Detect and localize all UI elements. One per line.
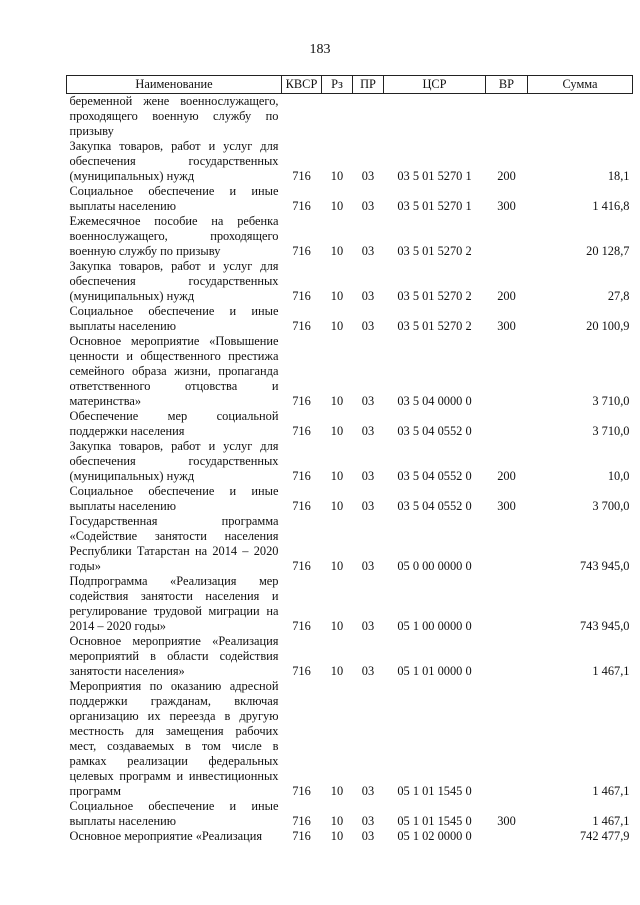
cell-sum: 3 710,0 <box>592 394 630 408</box>
cell-vr <box>486 634 528 679</box>
cell-vr <box>486 409 528 439</box>
cell-pr: 03 <box>361 244 375 258</box>
cell-csr: 03 5 04 0000 0 <box>397 394 472 408</box>
table-row <box>67 574 633 634</box>
cell-rz: 10 <box>330 784 344 798</box>
table-row <box>67 829 633 844</box>
header-rz: Рз <box>322 76 353 94</box>
cell-pr <box>353 94 384 140</box>
cell-kvsr: 716 <box>292 319 311 333</box>
cell-vr: 300 <box>497 319 516 333</box>
cell-pr: 03 <box>361 169 375 183</box>
table-row <box>67 214 633 259</box>
cell-kvsr: 716 <box>292 199 311 213</box>
cell-pr: 03 <box>361 559 375 573</box>
header-pr: ПР <box>353 76 384 94</box>
cell-rz: 10 <box>330 829 344 843</box>
cell-csr: 03 5 01 5270 2 <box>397 244 472 258</box>
cell-name: Закупка товаров, работ и услуг для обеспечения государственных (муниципальных) нужд <box>69 259 279 303</box>
cell-pr: 03 <box>361 829 375 843</box>
cell-csr: 05 1 00 0000 0 <box>397 619 472 633</box>
cell-vr <box>486 94 528 140</box>
cell-pr: 03 <box>361 394 375 408</box>
cell-vr <box>486 514 528 574</box>
table-row <box>67 184 633 214</box>
cell-csr: 05 1 02 0000 0 <box>397 829 472 843</box>
cell-csr: 03 5 01 5270 2 <box>397 289 472 303</box>
cell-name: Основное мероприятие «Реализация мероприятий в области содействия занятости населения» <box>69 634 279 678</box>
cell-kvsr: 716 <box>292 829 311 843</box>
cell-vr: 300 <box>497 199 516 213</box>
cell-vr <box>486 574 528 634</box>
cell-sum: 1 467,1 <box>592 784 630 798</box>
header-sum: Сумма <box>528 76 633 94</box>
cell-rz: 10 <box>330 169 344 183</box>
cell-vr: 300 <box>497 814 516 828</box>
cell-vr <box>486 334 528 409</box>
cell-rz: 10 <box>330 814 344 828</box>
cell-kvsr: 716 <box>292 394 311 408</box>
cell-name: Социальное обеспечение и иные выплаты населению <box>69 799 279 828</box>
cell-vr <box>486 829 528 844</box>
cell-sum: 1 467,1 <box>592 664 630 678</box>
cell-csr: 03 5 01 5270 2 <box>397 319 472 333</box>
cell-pr: 03 <box>361 289 375 303</box>
cell-sum: 3 700,0 <box>592 499 630 513</box>
cell-vr <box>486 214 528 259</box>
cell-pr: 03 <box>361 424 375 438</box>
cell-rz: 10 <box>330 244 344 258</box>
cell-sum: 742 477,9 <box>579 829 630 843</box>
table-row <box>67 439 633 484</box>
cell-csr: 03 5 04 0552 0 <box>397 469 472 483</box>
table-row <box>67 304 633 334</box>
table-row <box>67 484 633 514</box>
cell-vr <box>486 679 528 799</box>
cell-name: Мероприятия по оказанию адресной поддержки гражданам, включая организацию их переезда в другую местность для замещения рабочих мест, создаваемых в том числе в рамках реализации федеральных целевых программ и инвестиционных программ <box>69 679 279 798</box>
cell-pr: 03 <box>361 199 375 213</box>
cell-pr: 03 <box>361 499 375 513</box>
cell-sum: 743 945,0 <box>579 559 630 573</box>
cell-csr <box>384 94 486 140</box>
cell-vr: 200 <box>497 469 516 483</box>
cell-kvsr: 716 <box>292 619 311 633</box>
cell-kvsr: 716 <box>292 289 311 303</box>
table-row <box>67 409 633 439</box>
cell-kvsr: 716 <box>292 814 311 828</box>
header-name: Наименование <box>67 76 282 94</box>
cell-pr: 03 <box>361 664 375 678</box>
table-row <box>67 139 633 184</box>
cell-csr: 03 5 01 5270 1 <box>397 199 472 213</box>
table-row <box>67 634 633 679</box>
cell-csr: 05 1 01 1545 0 <box>397 784 472 798</box>
budget-table <box>66 75 633 844</box>
cell-sum: 20 100,9 <box>586 319 630 333</box>
cell-sum: 20 128,7 <box>586 244 630 258</box>
cell-rz: 10 <box>330 199 344 213</box>
cell-pr: 03 <box>361 784 375 798</box>
cell-sum: 27,8 <box>607 289 630 303</box>
header-kvsr: КВСР <box>282 76 322 94</box>
cell-sum: 3 710,0 <box>592 424 630 438</box>
cell-rz: 10 <box>330 664 344 678</box>
table-header-row <box>67 76 633 94</box>
cell-pr: 03 <box>361 814 375 828</box>
cell-csr: 03 5 01 5270 1 <box>397 169 472 183</box>
header-vr: ВР <box>486 76 528 94</box>
cell-csr: 05 0 00 0000 0 <box>397 559 472 573</box>
cell-kvsr: 716 <box>292 559 311 573</box>
cell-vr: 300 <box>497 499 516 513</box>
cell-kvsr: 716 <box>292 469 311 483</box>
cell-name: Закупка товаров, работ и услуг для обеспечения государственных (муниципальных) нужд <box>69 439 279 483</box>
cell-sum: 10,0 <box>607 469 630 483</box>
cell-name: Основное мероприятие «Реализация <box>69 829 263 843</box>
table-row <box>67 799 633 829</box>
cell-kvsr: 716 <box>292 499 311 513</box>
cell-sum <box>528 94 633 140</box>
table-row <box>67 259 633 304</box>
cell-pr: 03 <box>361 619 375 633</box>
cell-name: Ежемесячное пособие на ребенка военнослужащего, проходящего военную службу по призыву <box>69 214 279 258</box>
table-row <box>67 679 633 799</box>
cell-kvsr <box>282 94 322 140</box>
cell-csr: 03 5 04 0552 0 <box>397 424 472 438</box>
cell-name: Социальное обеспечение и иные выплаты населению <box>69 484 279 513</box>
cell-name: беременной жене военнослужащего, проходящего военную службу по призыву <box>69 94 279 138</box>
cell-vr: 200 <box>497 169 516 183</box>
cell-rz: 10 <box>330 559 344 573</box>
cell-pr: 03 <box>361 469 375 483</box>
cell-vr: 200 <box>497 289 516 303</box>
cell-rz: 10 <box>330 289 344 303</box>
cell-kvsr: 716 <box>292 169 311 183</box>
cell-rz: 10 <box>330 319 344 333</box>
cell-rz: 10 <box>330 499 344 513</box>
cell-name: Социальное обеспечение и иные выплаты населению <box>69 184 279 213</box>
cell-rz: 10 <box>330 394 344 408</box>
cell-rz: 10 <box>330 469 344 483</box>
cell-pr: 03 <box>361 319 375 333</box>
page-number: 183 <box>309 42 331 57</box>
cell-kvsr: 716 <box>292 784 311 798</box>
cell-csr: 05 1 01 0000 0 <box>397 664 472 678</box>
cell-name: Государственная программа «Содействие занятости населения Республики Татарстан на 2014 – 2020 годы» <box>69 514 279 573</box>
table-row <box>67 94 633 140</box>
cell-name: Основное мероприятие «Повышение ценности и общественного престижа семейного образа жизни, пропаганда ответственного отцовства и материнства» <box>69 334 279 408</box>
table-row <box>67 334 633 409</box>
cell-sum: 18,1 <box>607 169 630 183</box>
cell-csr: 03 5 04 0552 0 <box>397 499 472 513</box>
cell-kvsr: 716 <box>292 664 311 678</box>
cell-csr: 05 1 01 1545 0 <box>397 814 472 828</box>
cell-sum: 743 945,0 <box>579 619 630 633</box>
cell-sum: 1 416,8 <box>592 199 630 213</box>
table-row <box>67 514 633 574</box>
cell-name: Подпрограмма «Реализация мер содействия занятости населения и регулирование трудовой миграции на 2014 – 2020 годы» <box>69 574 279 633</box>
cell-kvsr: 716 <box>292 424 311 438</box>
cell-rz: 10 <box>330 619 344 633</box>
cell-rz <box>322 94 353 140</box>
cell-kvsr: 716 <box>292 244 311 258</box>
cell-rz: 10 <box>330 424 344 438</box>
cell-name: Закупка товаров, работ и услуг для обеспечения государственных (муниципальных) нужд <box>69 139 279 183</box>
cell-name: Социальное обеспечение и иные выплаты населению <box>69 304 279 333</box>
header-csr: ЦСР <box>384 76 486 94</box>
cell-name: Обеспечение мер социальной поддержки населения <box>69 409 279 438</box>
cell-sum: 1 467,1 <box>592 814 630 828</box>
